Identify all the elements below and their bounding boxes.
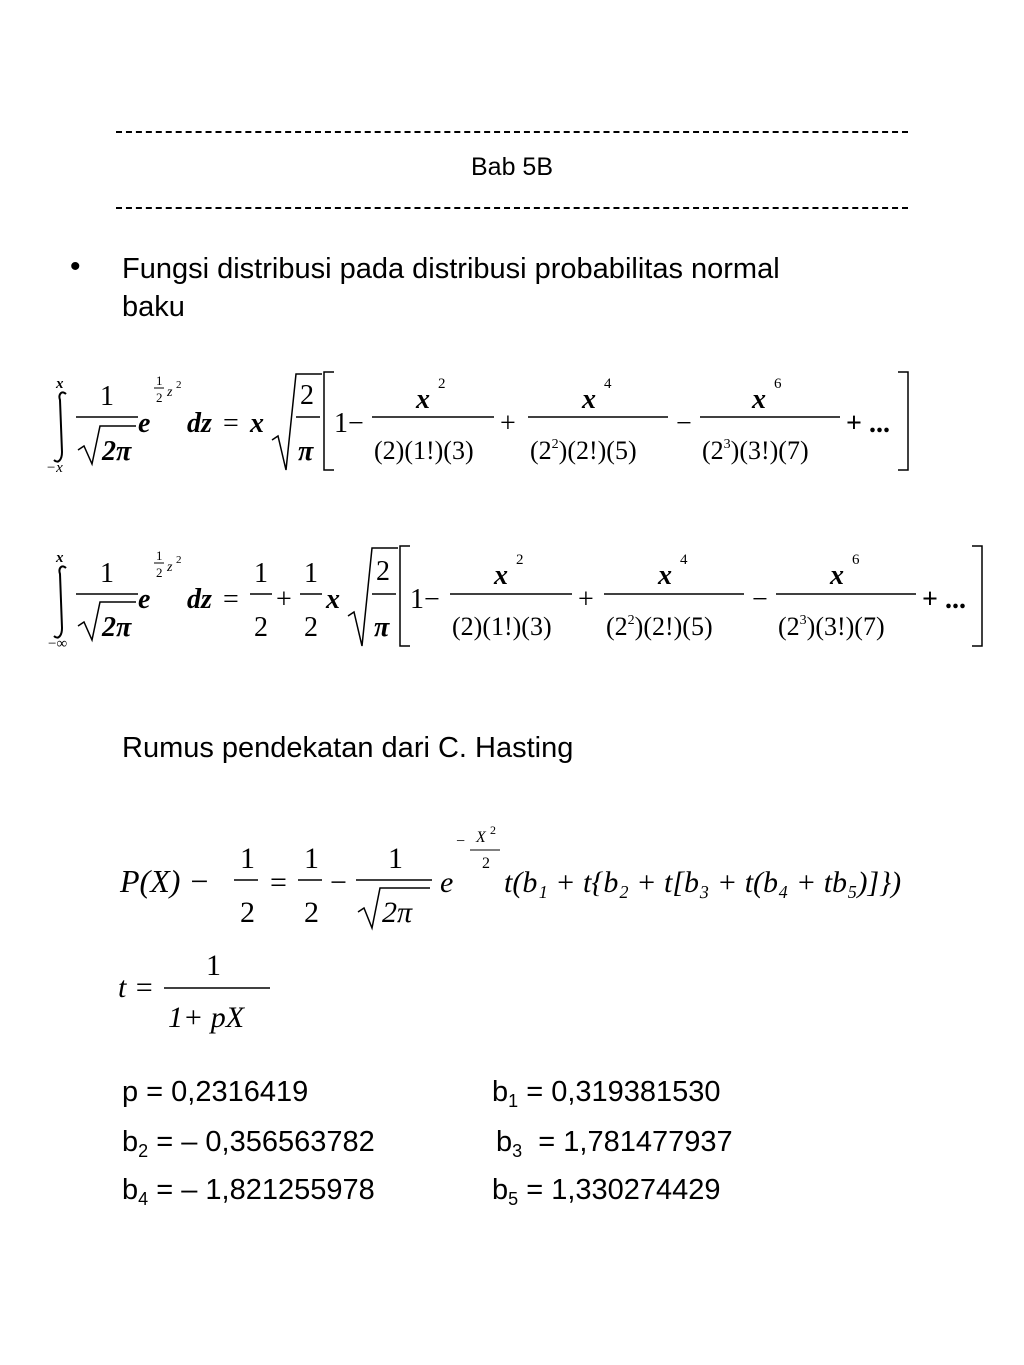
term3-den-b: )(3!)(7) [806,612,885,641]
one-minus: 1− [334,408,364,439]
term1-pow: 2 [516,552,524,568]
const-b3-sub: 3 [512,1141,523,1161]
term3-num: x [830,560,844,591]
constants-row-1 [122,1076,721,1112]
sqrt-2pi: 2π [102,612,132,643]
const-b1-var: b [492,1076,509,1108]
formula-integral-cumulative [0,540,1024,660]
lhs-half-num: 1 [240,842,255,875]
sqrt-2-over-pi [348,548,398,646]
lhs-p-of-x: P(X) − [120,863,210,899]
series-tail: + ... [846,408,890,439]
exp-z: z [167,385,173,400]
half-den: 2 [254,612,268,643]
e-symbol: e [138,408,151,439]
frac-numerator: 1 [100,558,114,589]
int-lower-limit: −x [46,460,63,476]
term2-den-b: )(2!)(5) [634,612,713,641]
equals: = [270,866,287,899]
sqrt-num-2: 2 [376,556,390,587]
term2-pow: 4 [604,376,612,392]
bullet-text [122,250,780,326]
rhs-half-num: 1 [304,842,319,875]
sqrt-den-pi: π [298,436,314,467]
sqrt-num-2: 2 [300,380,314,411]
constants-row-2 [122,1126,733,1162]
const-b1-val: = 0,319381530 [518,1076,721,1108]
exp-half-num: 1 [156,548,163,563]
term3-den-a: (2 [778,612,800,641]
dz: dz [187,408,212,439]
constants-row-3 [122,1174,721,1210]
e-symbol: e [440,866,454,899]
t-den: 1+ pX [168,1001,245,1034]
const-b5 [492,1174,721,1209]
term1-pow: 2 [438,376,446,392]
hasting-heading: Rumus pendekatan dari C. Hasting [122,732,574,764]
bullet-text-line-1: Fungsi distribusi pada distribusi probabilitas normal [122,253,780,285]
minus: − [330,866,347,899]
page-title: Bab 5B [470,153,553,181]
int-upper-limit: x [56,550,64,566]
sqrt-2pi: 2π [102,436,132,467]
formula-hasting-approx [0,820,1024,940]
const-b1-sub: 1 [508,1091,519,1111]
sqrt-2pi: 2π [382,896,413,929]
const-b2-sub: 2 [138,1141,149,1161]
term2-num: x [582,384,596,415]
exp-half-num: 1 [156,373,163,388]
term2-num: x [658,560,672,591]
term3-den-a: (2 [702,436,724,465]
term1-den: (2)(1!)(3) [374,436,474,465]
frac-numerator: 1 [100,381,114,412]
one-minus: 1− [410,584,440,615]
term1-num: x [494,560,508,591]
term3-den [778,612,885,641]
formula-integral-symmetric [0,360,1024,480]
term2-den-a: (2 [530,436,552,465]
const-b1 [492,1076,721,1111]
rhs-half-den: 2 [304,896,319,929]
term3-pow: 6 [774,376,782,392]
exp-z: z [167,560,173,575]
dz: dz [187,584,212,615]
plus-1: + [578,584,594,615]
coef-num: 1 [388,842,403,875]
term3-num: x [752,384,766,415]
term2-den-a: (2 [606,612,628,641]
const-b2 [122,1126,496,1162]
x-factor: x [326,584,340,615]
minus-1: − [752,584,768,615]
e-symbol: e [138,584,151,615]
term1-den: (2)(1!)(3) [452,612,552,641]
half2-den: 2 [304,612,318,643]
exp-x-pow: 2 [490,823,496,837]
const-b2-var: b [122,1126,139,1158]
exp-half-den: 2 [156,565,163,580]
right-bracket [898,372,908,470]
bottom-dashed-rule [116,207,908,209]
exp-half-den: 2 [156,390,163,405]
top-dashed-rule [116,131,908,133]
term2-pow: 4 [680,552,688,568]
const-b3-val: = 1,781477937 [522,1126,733,1158]
bullet-text-line-2: baku [122,291,185,323]
equals: = [223,408,239,439]
term2-den-sup: 2 [627,613,635,628]
term3-den [702,436,809,465]
half2-num: 1 [304,558,318,589]
int-lower-limit: −∞ [48,636,68,652]
plus-half: + [276,584,292,615]
minus-1: − [676,408,692,439]
right-bracket [972,546,982,646]
const-b4-sub: 4 [138,1189,149,1209]
const-p: p = 0,2316419 [122,1076,309,1108]
term2-den-sup: 2 [551,437,559,452]
int-upper-limit: x [56,376,64,392]
term3-den-b: )(3!)(7) [730,436,809,465]
exp-z-pow: 2 [176,554,182,566]
x-factor: x [250,408,264,439]
sqrt-2-over-pi [272,374,322,470]
lhs-half-den: 2 [240,896,255,929]
const-b2-val: = – 0,356563782 [148,1126,375,1158]
term2-den [530,436,637,465]
exp-x: X [476,829,486,846]
left-bracket [324,372,334,470]
integral-sign [54,566,66,637]
equals: = [223,584,239,615]
term3-pow: 6 [852,552,860,568]
plus-1: + [500,408,516,439]
t-equals: t = [118,971,155,1004]
const-b3-var: b [496,1126,513,1158]
const-b5-var: b [492,1174,509,1206]
const-b4-val: = – 1,821255978 [148,1174,375,1206]
const-b3 [496,1126,733,1161]
const-b5-sub: 5 [508,1189,519,1209]
exp-z-pow: 2 [176,379,182,391]
term3-den-sup: 3 [723,437,731,452]
sqrt-den-pi: π [374,612,390,643]
left-bracket [400,546,410,646]
const-b4-var: b [122,1174,139,1206]
const-b5-val: = 1,330274429 [518,1174,721,1206]
half-num: 1 [254,558,268,589]
nested-series: t(b₁ + t{b₂ + t[b₃ + t(b₄ + tb₅)]}) [504,866,902,899]
integral-sign [54,392,66,461]
t-num: 1 [206,949,221,982]
series-tail: + ... [922,584,966,615]
exp-sign: − [456,833,466,850]
const-b4 [122,1174,492,1210]
bullet-marker: • [70,250,81,283]
term1-num: x [416,384,430,415]
term2-den [606,612,713,641]
term2-den-b: )(2!)(5) [558,436,637,465]
term3-den-sup: 3 [799,613,807,628]
formula-t-definition [0,945,400,1045]
exp-den: 2 [482,855,490,872]
